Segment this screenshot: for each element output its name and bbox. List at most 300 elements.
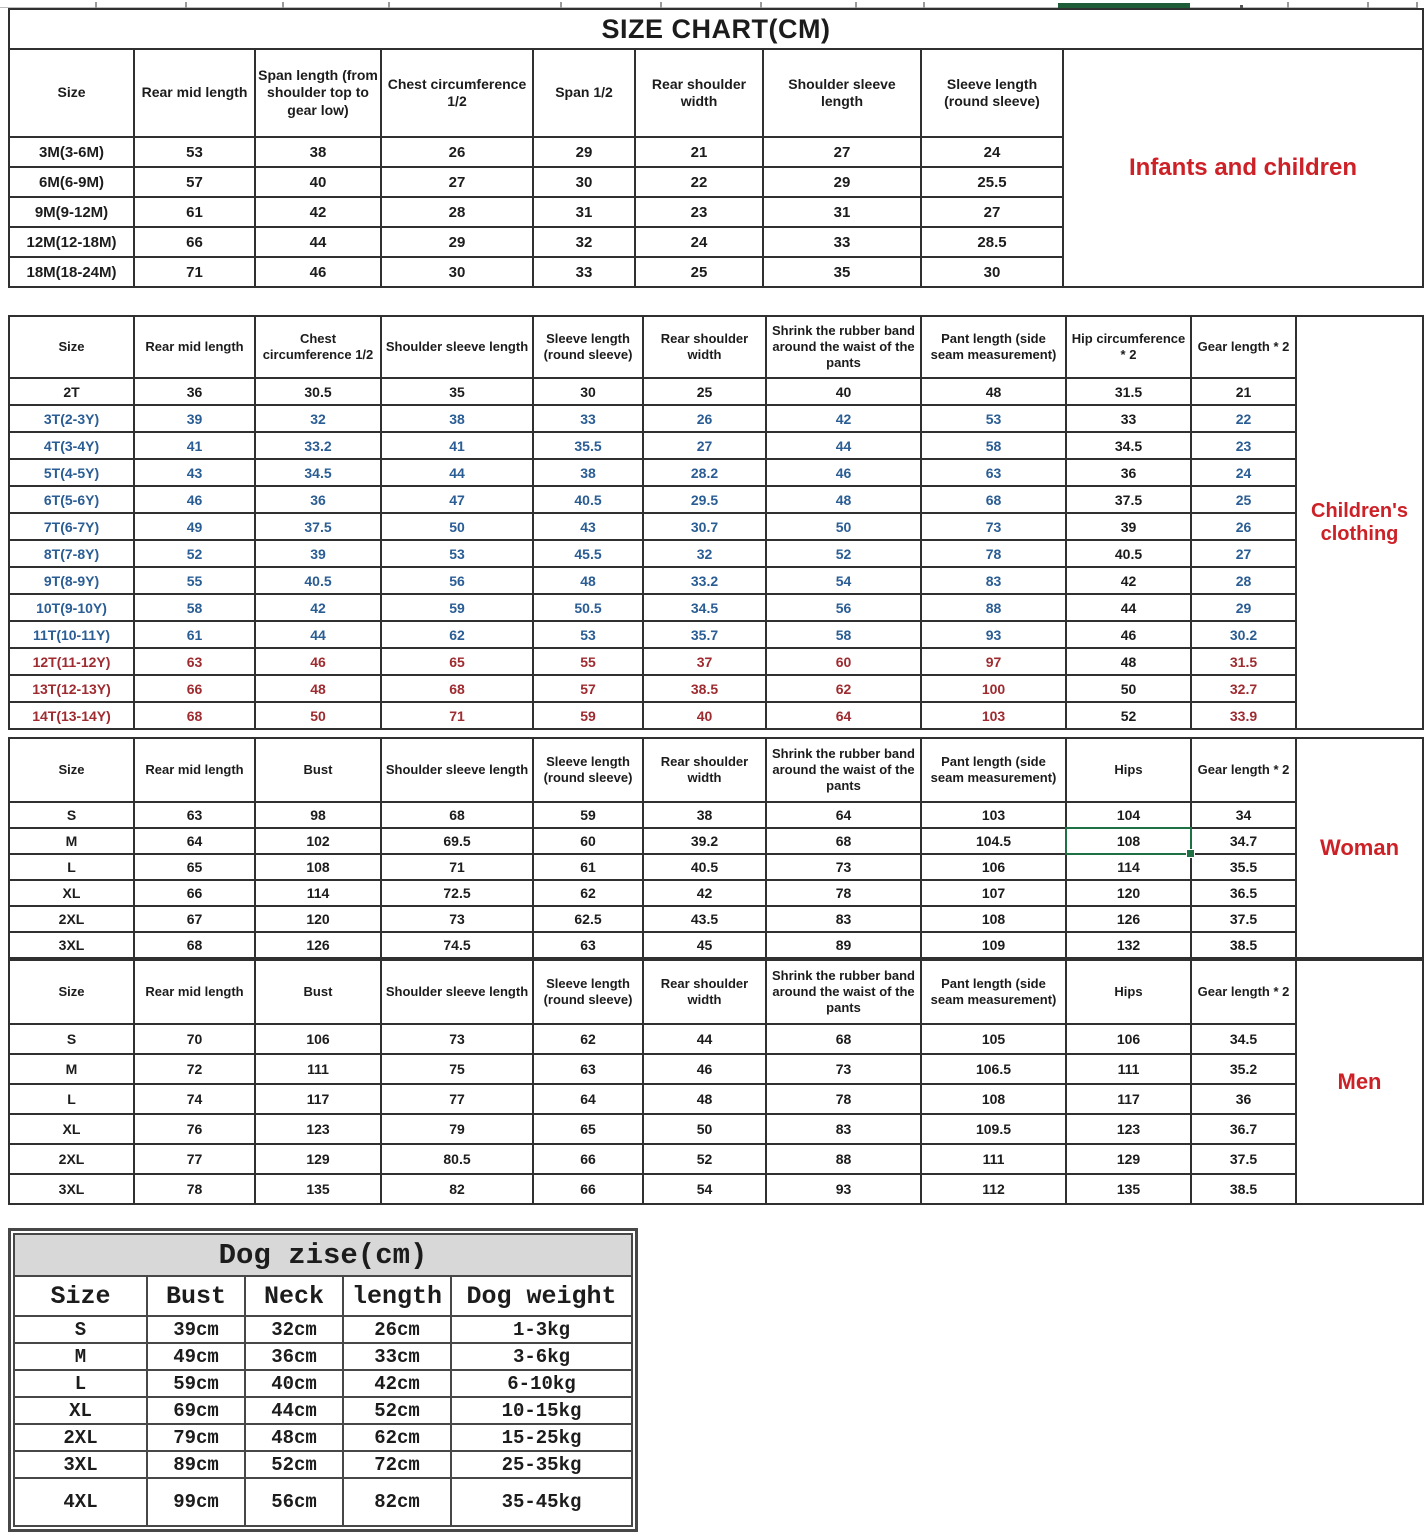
column-header: Sleeve length (round sleeve) (533, 316, 643, 378)
value-cell: 40.5 (255, 567, 381, 594)
value-cell: 104 (1066, 802, 1191, 828)
column-header: Rear shoulder width (643, 960, 766, 1024)
row-label: 4XL (14, 1478, 147, 1526)
value-cell: 25 (635, 257, 763, 287)
column-header: Rear mid length (134, 49, 255, 137)
row-label: L (14, 1370, 147, 1397)
value-cell: 26 (643, 405, 766, 432)
value-cell: 58 (921, 432, 1066, 459)
value-cell: 111 (1066, 1054, 1191, 1084)
value-cell: 82cm (343, 1478, 451, 1526)
value-cell: 57 (533, 675, 643, 702)
value-cell: 30 (533, 378, 643, 405)
column-header: Shoulder sleeve length (763, 49, 921, 137)
value-cell: 32 (255, 405, 381, 432)
value-cell: 129 (1066, 1144, 1191, 1174)
value-cell: 37.5 (1066, 486, 1191, 513)
value-cell: 53 (134, 137, 255, 167)
value-cell: 68 (766, 1024, 921, 1054)
value-cell: 31.5 (1066, 378, 1191, 405)
row-label: 4T(3-4Y) (9, 432, 134, 459)
column-header: Shoulder sleeve length (381, 960, 533, 1024)
row-label: 3T(2-3Y) (9, 405, 134, 432)
value-cell: 60 (766, 648, 921, 675)
value-cell: 73 (766, 854, 921, 880)
value-cell: 35.7 (643, 621, 766, 648)
value-cell: 78 (766, 1084, 921, 1114)
value-cell: 3-6kg (451, 1343, 632, 1370)
value-cell: 46 (1066, 621, 1191, 648)
value-cell: 44 (1066, 594, 1191, 621)
column-header: Pant length (side seam measurement) (921, 960, 1066, 1024)
column-header: Bust (147, 1276, 245, 1316)
value-cell: 55 (533, 648, 643, 675)
value-cell: 48 (766, 486, 921, 513)
value-cell: 71 (134, 257, 255, 287)
value-cell: 64 (533, 1084, 643, 1114)
column-header: Pant length (side seam measurement) (921, 316, 1066, 378)
value-cell: 107 (921, 880, 1066, 906)
value-cell: 63 (533, 932, 643, 958)
value-cell: 68 (134, 702, 255, 729)
value-cell: 61 (533, 854, 643, 880)
value-cell: 43 (134, 459, 255, 486)
value-cell: 66 (134, 227, 255, 257)
value-cell: 99cm (147, 1478, 245, 1526)
value-cell: 111 (921, 1144, 1066, 1174)
value-cell: 62 (766, 675, 921, 702)
value-cell: 56cm (245, 1478, 343, 1526)
value-cell: 57 (134, 167, 255, 197)
row-label: XL (9, 880, 134, 906)
column-header: Sleeve length (round sleeve) (921, 49, 1063, 137)
row-label: 3XL (14, 1451, 147, 1478)
value-cell: 33 (533, 405, 643, 432)
row-label: M (14, 1343, 147, 1370)
value-cell: 30 (381, 257, 533, 287)
value-cell: 23 (635, 197, 763, 227)
value-cell: 117 (255, 1084, 381, 1114)
value-cell: 40 (255, 167, 381, 197)
value-cell: 56 (381, 567, 533, 594)
value-cell: 34.7 (1191, 828, 1296, 854)
value-cell: 34.5 (255, 459, 381, 486)
value-cell: 46 (255, 257, 381, 287)
value-cell: 79 (381, 1114, 533, 1144)
value-cell: 35.5 (1191, 854, 1296, 880)
value-cell: 46 (643, 1054, 766, 1084)
value-cell: 111 (255, 1054, 381, 1084)
value-cell: 30 (533, 167, 635, 197)
value-cell: 109.5 (921, 1114, 1066, 1144)
value-cell: 71 (381, 702, 533, 729)
value-cell: 44 (381, 459, 533, 486)
infants-size-table (8, 8, 1424, 288)
value-cell: 29.5 (643, 486, 766, 513)
value-cell: 32 (533, 227, 635, 257)
value-cell: 33.2 (255, 432, 381, 459)
value-cell: 33 (533, 257, 635, 287)
value-cell: 82 (381, 1174, 533, 1204)
value-cell: 34 (1191, 802, 1296, 828)
value-cell: 44 (766, 432, 921, 459)
group-label: Children's clothing (1296, 316, 1423, 729)
value-cell: 105 (921, 1024, 1066, 1054)
value-cell: 78 (134, 1174, 255, 1204)
value-cell: 39 (134, 405, 255, 432)
value-cell: 83 (766, 906, 921, 932)
value-cell: 129 (255, 1144, 381, 1174)
value-cell: 30.2 (1191, 621, 1296, 648)
row-label: 5T(4-5Y) (9, 459, 134, 486)
value-cell: 135 (1066, 1174, 1191, 1204)
value-cell: 45.5 (533, 540, 643, 567)
value-cell: 62.5 (533, 906, 643, 932)
value-cell: 114 (1066, 854, 1191, 880)
value-cell: 29 (1191, 594, 1296, 621)
value-cell: 26cm (343, 1316, 451, 1343)
group-label: Men (1296, 960, 1423, 1204)
value-cell: 63 (134, 802, 255, 828)
value-cell: 28 (1191, 567, 1296, 594)
value-cell: 78 (766, 880, 921, 906)
value-cell: 74.5 (381, 932, 533, 958)
value-cell: 73 (766, 1054, 921, 1084)
value-cell: 88 (766, 1144, 921, 1174)
column-header: Bust (255, 738, 381, 802)
column-header: Rear mid length (134, 316, 255, 378)
value-cell: 40cm (245, 1370, 343, 1397)
value-cell: 69cm (147, 1397, 245, 1424)
value-cell: 59 (381, 594, 533, 621)
value-cell: 63 (134, 648, 255, 675)
value-cell: 46 (766, 459, 921, 486)
column-header: Hips (1066, 960, 1191, 1024)
column-header: Hip circumference * 2 (1066, 316, 1191, 378)
value-cell: 58 (134, 594, 255, 621)
value-cell: 37.5 (255, 513, 381, 540)
value-cell: 120 (255, 906, 381, 932)
value-cell: 50.5 (533, 594, 643, 621)
row-label: 10T(9-10Y) (9, 594, 134, 621)
value-cell: 38 (533, 459, 643, 486)
value-cell: 48 (643, 1084, 766, 1114)
column-header: Shoulder sleeve length (381, 738, 533, 802)
value-cell: 73 (381, 1024, 533, 1054)
value-cell: 66 (134, 880, 255, 906)
column-header: Shrink the rubber band around the waist of the pants (766, 738, 921, 802)
value-cell: 36 (255, 486, 381, 513)
value-cell: 29 (381, 227, 533, 257)
value-cell: 39.2 (643, 828, 766, 854)
value-cell: 59cm (147, 1370, 245, 1397)
value-cell: 24 (1191, 459, 1296, 486)
value-cell: 25.5 (921, 167, 1063, 197)
value-cell: 93 (766, 1174, 921, 1204)
value-cell: 32.7 (1191, 675, 1296, 702)
column-header: Pant length (side seam measurement) (921, 738, 1066, 802)
column-header: Dog weight (451, 1276, 632, 1316)
column-header: Rear shoulder width (643, 738, 766, 802)
row-label: 9M(9-12M) (9, 197, 134, 227)
column-header: Chest circumference 1/2 (381, 49, 533, 137)
value-cell: 64 (766, 802, 921, 828)
value-cell: 52 (643, 1144, 766, 1174)
column-header: Span 1/2 (533, 49, 635, 137)
row-label: 11T(10-11Y) (9, 621, 134, 648)
value-cell: 97 (921, 648, 1066, 675)
selected-cell: 108 (1066, 828, 1191, 854)
row-label: 2XL (9, 906, 134, 932)
value-cell: 32 (643, 540, 766, 567)
value-cell: 108 (255, 854, 381, 880)
row-label: M (9, 1054, 134, 1084)
value-cell: 50 (766, 513, 921, 540)
value-cell: 43.5 (643, 906, 766, 932)
value-cell: 38 (643, 802, 766, 828)
value-cell: 49 (134, 513, 255, 540)
value-cell: 41 (381, 432, 533, 459)
value-cell: 59 (533, 802, 643, 828)
row-label: 2XL (14, 1424, 147, 1451)
value-cell: 46 (255, 648, 381, 675)
children-size-table (8, 315, 1424, 730)
value-cell: 68 (381, 802, 533, 828)
value-cell: 72cm (343, 1451, 451, 1478)
group-label: Woman (1296, 738, 1423, 958)
value-cell: 44cm (245, 1397, 343, 1424)
value-cell: 42cm (343, 1370, 451, 1397)
value-cell: 31 (533, 197, 635, 227)
value-cell: 54 (766, 567, 921, 594)
value-cell: 33 (763, 227, 921, 257)
value-cell: 38.5 (1191, 932, 1296, 958)
value-cell: 62cm (343, 1424, 451, 1451)
value-cell: 39cm (147, 1316, 245, 1343)
value-cell: 68 (921, 486, 1066, 513)
value-cell: 109 (921, 932, 1066, 958)
value-cell: 24 (635, 227, 763, 257)
value-cell: 27 (763, 137, 921, 167)
row-label: 18M(18-24M) (9, 257, 134, 287)
row-label: L (9, 1084, 134, 1114)
value-cell: 100 (921, 675, 1066, 702)
row-label: 9T(8-9Y) (9, 567, 134, 594)
value-cell: 33.9 (1191, 702, 1296, 729)
value-cell: 78 (921, 540, 1066, 567)
value-cell: 59 (533, 702, 643, 729)
value-cell: 117 (1066, 1084, 1191, 1114)
value-cell: 103 (921, 802, 1066, 828)
value-cell: 37 (643, 648, 766, 675)
value-cell: 34.5 (1066, 432, 1191, 459)
men-size-table (8, 959, 1424, 1205)
value-cell: 36.5 (1191, 880, 1296, 906)
value-cell: 98 (255, 802, 381, 828)
value-cell: 35-45kg (451, 1478, 632, 1526)
value-cell: 43 (533, 513, 643, 540)
column-header: Bust (255, 960, 381, 1024)
value-cell: 28 (381, 197, 533, 227)
value-cell: 21 (1191, 378, 1296, 405)
value-cell: 29 (763, 167, 921, 197)
value-cell: 103 (921, 702, 1066, 729)
value-cell: 30 (921, 257, 1063, 287)
value-cell: 108 (921, 1084, 1066, 1114)
value-cell: 38 (381, 405, 533, 432)
value-cell: 6-10kg (451, 1370, 632, 1397)
column-header: Neck (245, 1276, 343, 1316)
value-cell: 64 (134, 828, 255, 854)
value-cell: 45 (643, 932, 766, 958)
value-cell: 37.5 (1191, 906, 1296, 932)
value-cell: 106.5 (921, 1054, 1066, 1084)
value-cell: 123 (1066, 1114, 1191, 1144)
value-cell: 36 (134, 378, 255, 405)
value-cell: 48 (533, 567, 643, 594)
value-cell: 44 (643, 1024, 766, 1054)
value-cell: 66 (533, 1144, 643, 1174)
value-cell: 31.5 (1191, 648, 1296, 675)
value-cell: 50 (1066, 675, 1191, 702)
value-cell: 10-15kg (451, 1397, 632, 1424)
column-header: Rear shoulder width (635, 49, 763, 137)
value-cell: 25-35kg (451, 1451, 632, 1478)
value-cell: 47 (381, 486, 533, 513)
column-header: Gear length * 2 (1191, 316, 1296, 378)
value-cell: 73 (921, 513, 1066, 540)
table-title: Dog zise(cm) (14, 1234, 632, 1276)
column-header: Chest circumference 1/2 (255, 316, 381, 378)
value-cell: 52cm (245, 1451, 343, 1478)
value-cell: 48 (255, 675, 381, 702)
row-label: 14T(13-14Y) (9, 702, 134, 729)
value-cell: 30.5 (255, 378, 381, 405)
column-header: Size (9, 960, 134, 1024)
value-cell: 26 (1191, 513, 1296, 540)
row-label: S (9, 802, 134, 828)
value-cell: 40.5 (1066, 540, 1191, 567)
value-cell: 62 (381, 621, 533, 648)
value-cell: 48cm (245, 1424, 343, 1451)
value-cell: 52 (134, 540, 255, 567)
value-cell: 69.5 (381, 828, 533, 854)
value-cell: 53 (921, 405, 1066, 432)
value-cell: 126 (1066, 906, 1191, 932)
value-cell: 112 (921, 1174, 1066, 1204)
value-cell: 65 (134, 854, 255, 880)
value-cell: 66 (533, 1174, 643, 1204)
value-cell: 72 (134, 1054, 255, 1084)
value-cell: 39 (255, 540, 381, 567)
column-header: Shrink the rubber band around the waist of the pants (766, 316, 921, 378)
value-cell: 77 (381, 1084, 533, 1114)
value-cell: 28.2 (643, 459, 766, 486)
value-cell: 46 (134, 486, 255, 513)
value-cell: 93 (921, 621, 1066, 648)
value-cell: 36.7 (1191, 1114, 1296, 1144)
value-cell: 31 (763, 197, 921, 227)
column-header: Hips (1066, 738, 1191, 802)
row-label: 7T(6-7Y) (9, 513, 134, 540)
value-cell: 21 (635, 137, 763, 167)
value-cell: 22 (635, 167, 763, 197)
value-cell: 40 (766, 378, 921, 405)
value-cell: 36 (1066, 459, 1191, 486)
value-cell: 88 (921, 594, 1066, 621)
value-cell: 108 (921, 906, 1066, 932)
value-cell: 68 (381, 675, 533, 702)
value-cell: 25 (643, 378, 766, 405)
row-label: 3XL (9, 1174, 134, 1204)
value-cell: 89cm (147, 1451, 245, 1478)
value-cell: 83 (766, 1114, 921, 1144)
value-cell: 52 (1066, 702, 1191, 729)
row-label: S (14, 1316, 147, 1343)
value-cell: 71 (381, 854, 533, 880)
value-cell: 40 (643, 702, 766, 729)
value-cell: 37.5 (1191, 1144, 1296, 1174)
column-header: Size (9, 738, 134, 802)
value-cell: 40.5 (643, 854, 766, 880)
value-cell: 56 (766, 594, 921, 621)
value-cell: 135 (255, 1174, 381, 1204)
value-cell: 48 (1066, 648, 1191, 675)
value-cell: 104.5 (921, 828, 1066, 854)
column-header: Span length (from shoulder top to gear low) (255, 49, 381, 137)
row-label: S (9, 1024, 134, 1054)
row-label: 8T(7-8Y) (9, 540, 134, 567)
value-cell: 126 (255, 932, 381, 958)
value-cell: 123 (255, 1114, 381, 1144)
row-label: 2XL (9, 1144, 134, 1174)
value-cell: 74 (134, 1084, 255, 1114)
value-cell: 120 (1066, 880, 1191, 906)
column-header: Size (9, 49, 134, 137)
value-cell: 50 (255, 702, 381, 729)
value-cell: 35 (763, 257, 921, 287)
value-cell: 27 (1191, 540, 1296, 567)
dog-size-table (8, 1228, 638, 1532)
value-cell: 50 (381, 513, 533, 540)
value-cell: 89 (766, 932, 921, 958)
value-cell: 62 (533, 1024, 643, 1054)
row-label: 6T(5-6Y) (9, 486, 134, 513)
value-cell: 80.5 (381, 1144, 533, 1174)
value-cell: 36 (1191, 1084, 1296, 1114)
value-cell: 52cm (343, 1397, 451, 1424)
row-label: 2T (9, 378, 134, 405)
column-header: length (343, 1276, 451, 1316)
column-header: Shrink the rubber band around the waist of the pants (766, 960, 921, 1024)
value-cell: 27 (643, 432, 766, 459)
value-cell: 44 (255, 227, 381, 257)
row-label: 13T(12-13Y) (9, 675, 134, 702)
value-cell: 63 (921, 459, 1066, 486)
value-cell: 42 (255, 594, 381, 621)
value-cell: 34.5 (1191, 1024, 1296, 1054)
value-cell: 132 (1066, 932, 1191, 958)
column-header: Rear mid length (134, 960, 255, 1024)
value-cell: 106 (921, 854, 1066, 880)
value-cell: 39 (1066, 513, 1191, 540)
column-header: Sleeve length (round sleeve) (533, 738, 643, 802)
column-header: Gear length * 2 (1191, 960, 1296, 1024)
value-cell: 79cm (147, 1424, 245, 1451)
value-cell: 70 (134, 1024, 255, 1054)
value-cell: 63 (533, 1054, 643, 1084)
value-cell: 27 (921, 197, 1063, 227)
